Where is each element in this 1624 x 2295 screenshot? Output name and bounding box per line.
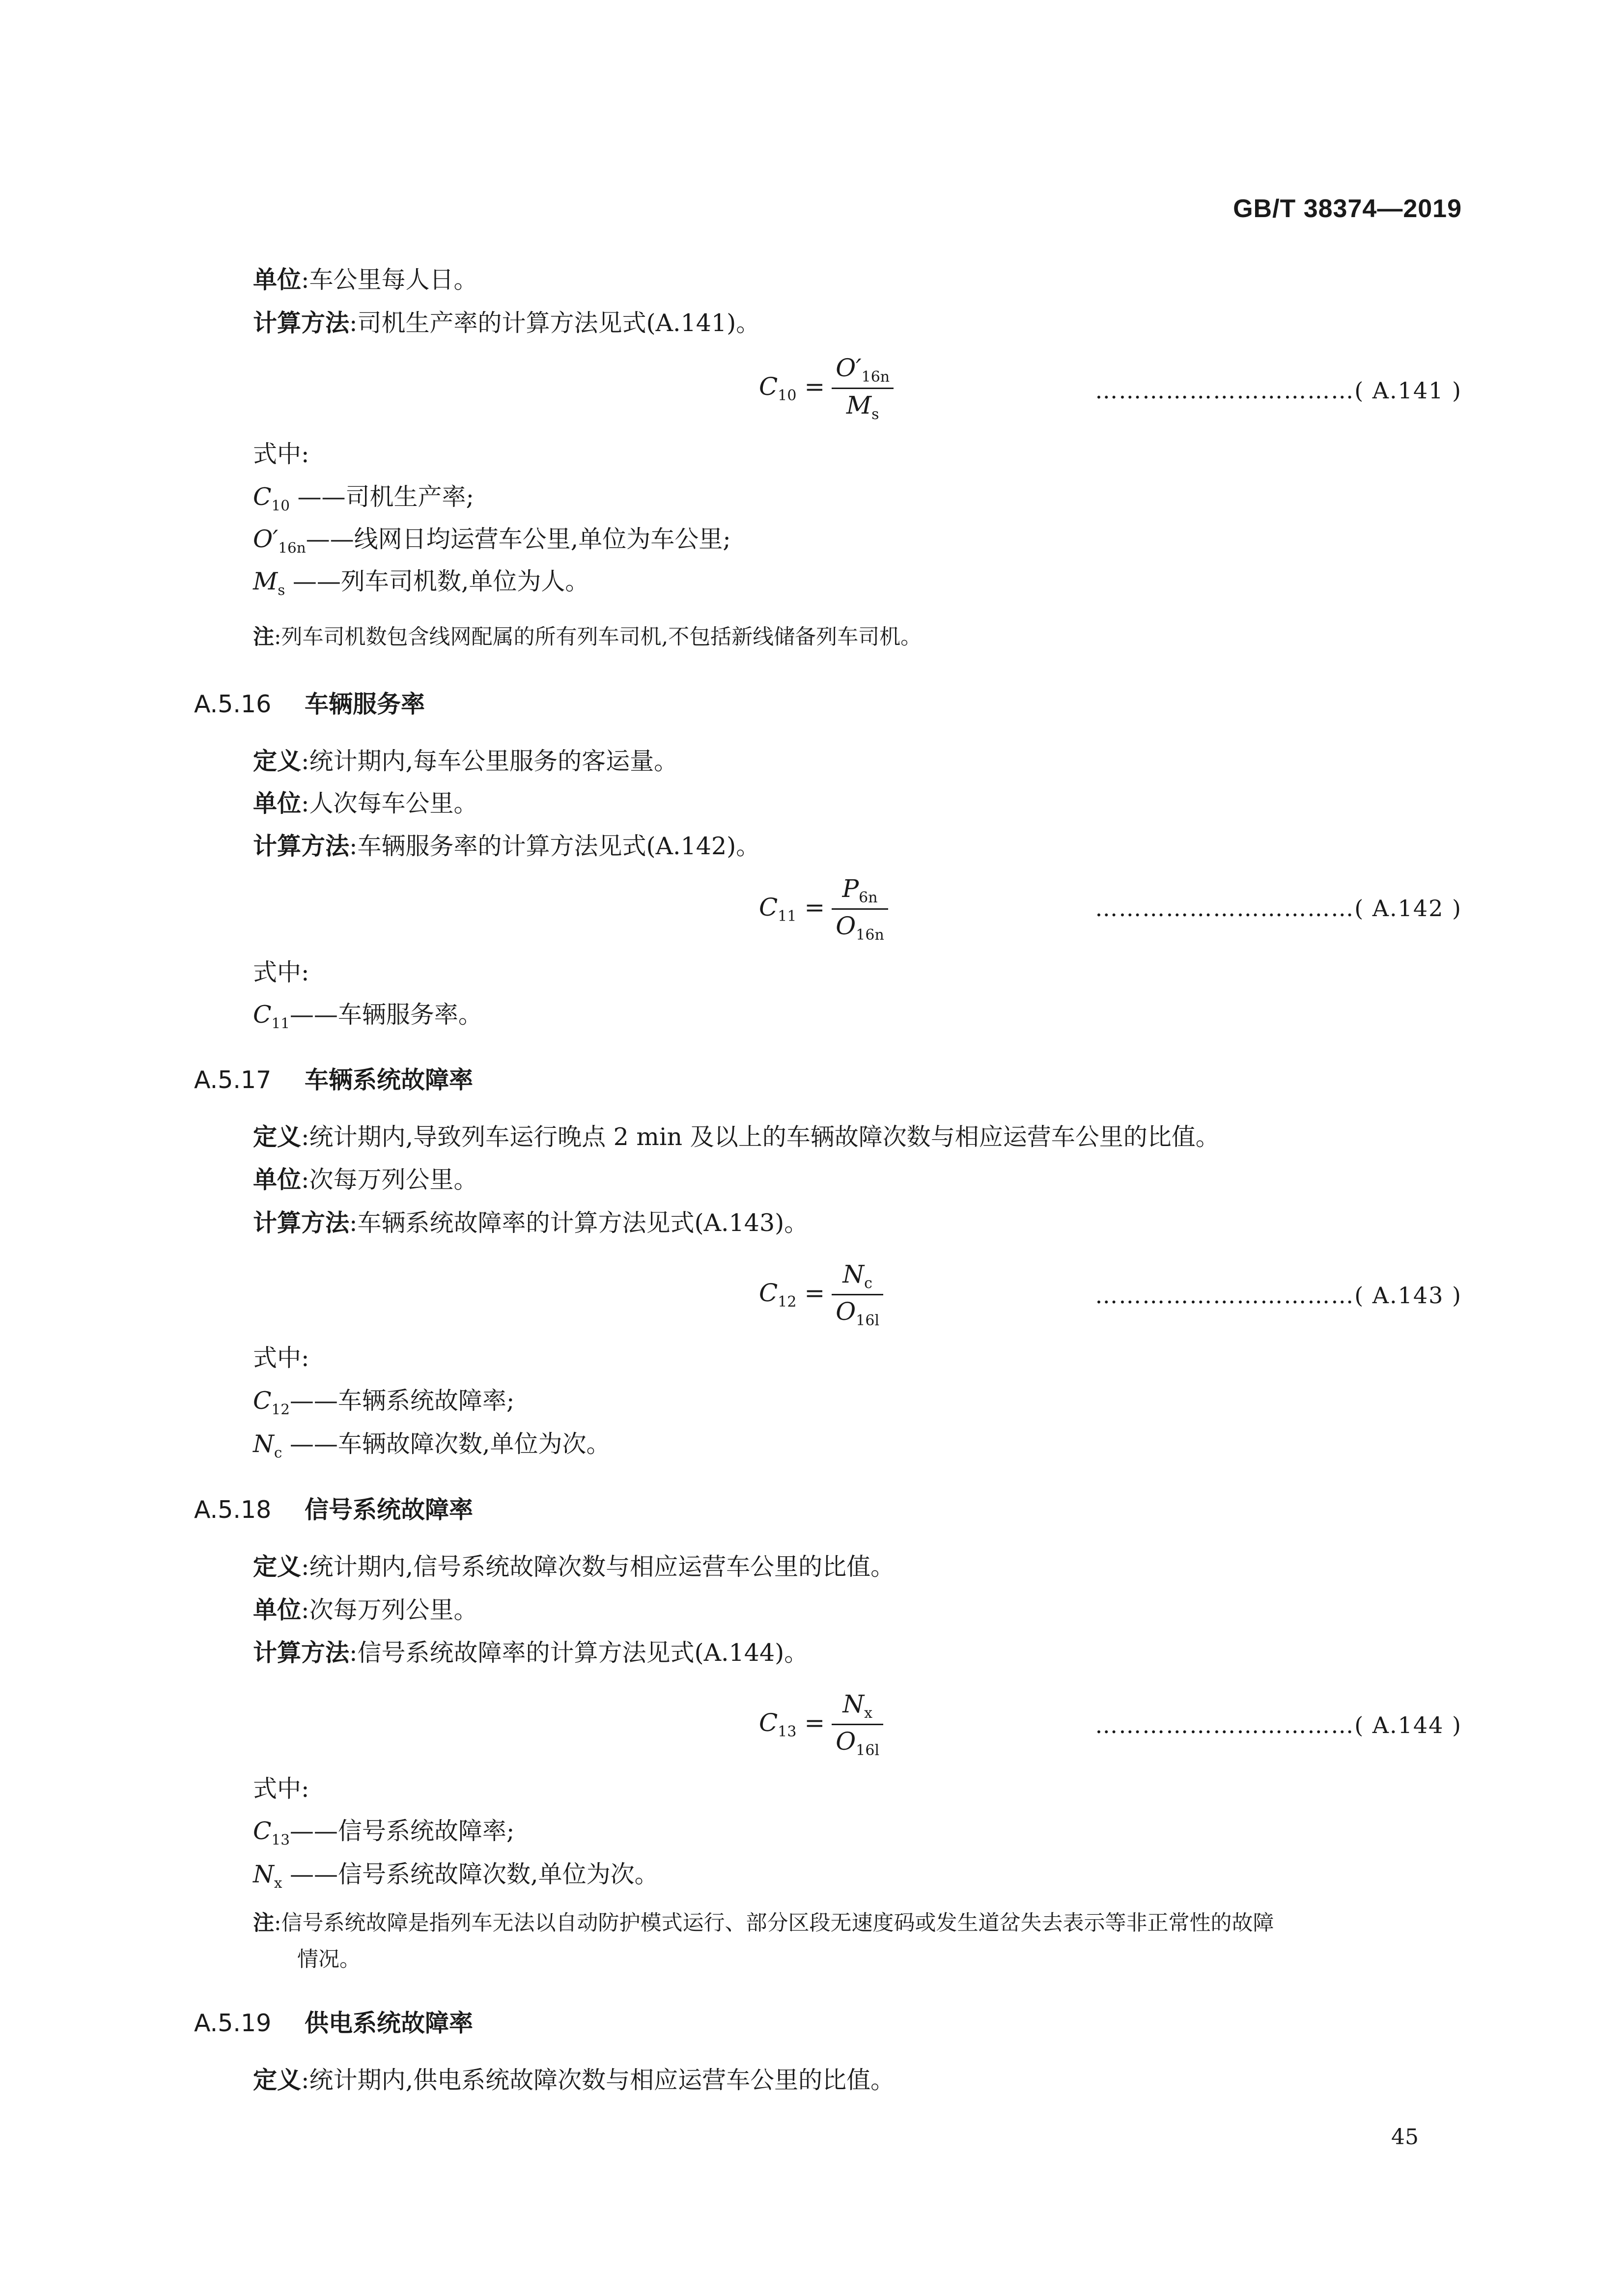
note-a518: 注:信号系统故障是指列车无法以自动防护模式运行、部分区段无速度码或发生道岔失去表示等非正常性的故障 [253,1911,1274,1935]
section-heading-a518: A.5.18 信号系统故障率 [194,1496,474,1524]
formula-a141: $C_{10}$ = $\frac{O'_{16n}}{M_s}$ [759,354,894,423]
where-label: 式中: [253,958,309,986]
section-heading-a519: A.5.19 供电系统故障率 [194,2009,474,2037]
eqref-a142: ……………………………( A.142 ) [1095,895,1462,922]
where-label: 式中: [253,1344,309,1372]
var-nx: $N_x$ ——信号系统故障次数,单位为次。 [253,1860,659,1891]
a515-unit [253,265,478,295]
a517-method: 计算方法:车辆系统故障率的计算方法见式(A.143)。 [253,1209,809,1237]
a516-method: 计算方法:车辆服务率的计算方法见式(A.142)。 [253,832,760,860]
method-label: 计算方法 [253,309,350,337]
var-ms: $M_s$ ——列车司机数,单位为人。 [253,567,589,598]
section-heading-a517: A.5.17 车辆系统故障率 [194,1066,474,1094]
var-c12: $C_{12}——$车辆系统故障率; [253,1387,515,1418]
var-c10: $C_{10}$ ——司机生产率; [253,483,474,514]
a517-unit: 单位:次每万列公里。 [253,1166,478,1194]
note-a518-continuation: 情况。 [297,1947,361,1972]
var-c11: $C_{11}——$车辆服务率。 [253,1001,482,1032]
standard-code: GB/T 38374—2019 [1233,195,1462,223]
formula-a142: $C_{11}$ = $\frac{P_{6n}}{O_{16n}}$ [759,874,888,944]
a519-definition: 定义:统计期内,供电系统故障次数与相应运营车公里的比值。 [253,2066,895,2094]
formula-a143: $C_{12}$ = $\frac{N_c}{O_{16l}}$ [759,1260,883,1329]
eqref-a144: ……………………………( A.144 ) [1095,1712,1462,1738]
where-label: 式中: [253,1775,309,1803]
a518-unit: 单位:次每万列公里。 [253,1596,478,1624]
a516-definition: 定义:统计期内,每车公里服务的客运量。 [253,747,678,775]
var-c13: $C_{13}——$信号系统故障率; [253,1817,515,1848]
unit-text: :车公里每人日。 [301,266,478,294]
a518-method: 计算方法:信号系统故障率的计算方法见式(A.144)。 [253,1639,809,1667]
eqref-a141: ……………………………( A.141 ) [1095,377,1462,404]
where-label: 式中: [253,440,309,468]
page-number: 45 [1391,2125,1419,2150]
note-a515: 注:列车司机数包含线网配属的所有列车司机,不包括新线储备列车司机。 [253,625,922,649]
var-o16n: $O'_{16n}——$线网日均运营车公里,单位为车公里; [253,525,731,556]
a517-definition: 定义:统计期内,导致列车运行晚点 2 min 及以上的车辆故障次数与相应运营车公里的比值。 [253,1123,1220,1151]
a515-method [253,308,760,338]
method-text: :司机生产率的计算方法见式(A.141)。 [349,309,760,337]
var-nc: $N_c$ ——车辆故障次数,单位为次。 [253,1430,611,1461]
eqref-a143: ……………………………( A.143 ) [1095,1282,1462,1309]
a518-definition: 定义:统计期内,信号系统故障次数与相应运营车公里的比值。 [253,1553,895,1581]
a516-unit: 单位:人次每车公里。 [253,789,478,817]
unit-label: 单位 [253,266,302,294]
section-heading-a516: A.5.16 车辆服务率 [194,690,425,718]
formula-a144: $C_{13}$ = $\frac{N_x}{O_{16l}}$ [759,1690,883,1759]
